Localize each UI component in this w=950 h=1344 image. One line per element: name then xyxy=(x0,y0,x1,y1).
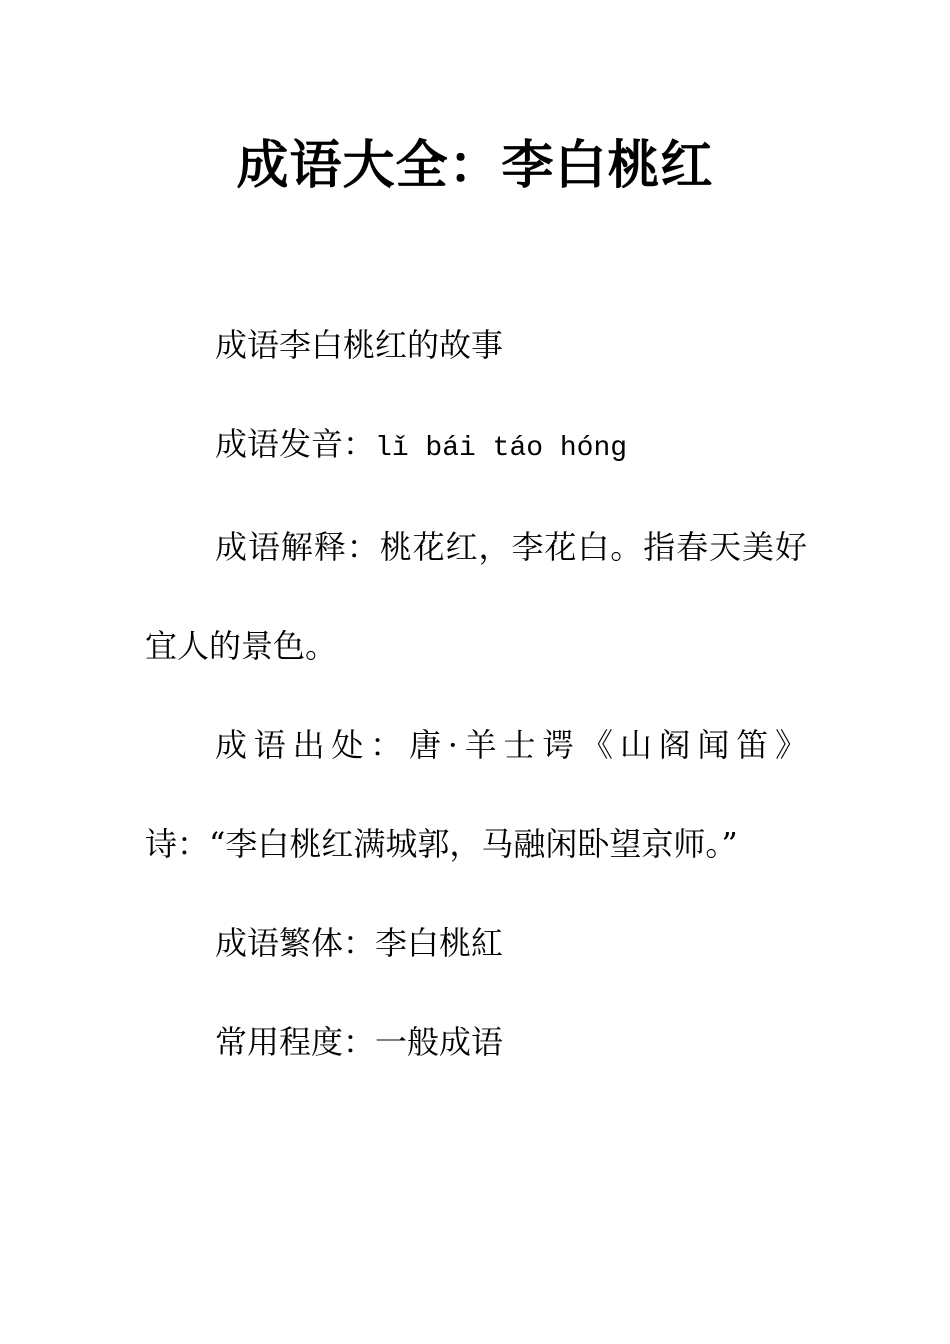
traditional-form-paragraph: 成语繁体：李白桃紅 xyxy=(215,924,504,962)
document-body xyxy=(145,296,807,1092)
explanation-paragraph: 成语解释：桃花红，李花白。指春天美好宜人的景色。 xyxy=(145,528,807,665)
usage-frequency-paragraph: 常用程度：一般成语 xyxy=(215,1023,504,1061)
story-heading: 成语李白桃红的故事 xyxy=(215,326,504,364)
pronunciation-paragraph xyxy=(145,395,807,498)
page-title: 成语大全：李白桃红 xyxy=(236,136,714,196)
source-paragraph: 成语出处：唐·羊士谔《山阁闻笛》诗：“李白桃红满城郭，马融闲卧望京师。” xyxy=(145,726,807,863)
pronunciation-label: 成语发音： xyxy=(215,425,376,463)
pronunciation-value: lǐ bái táo hóng xyxy=(375,433,628,464)
